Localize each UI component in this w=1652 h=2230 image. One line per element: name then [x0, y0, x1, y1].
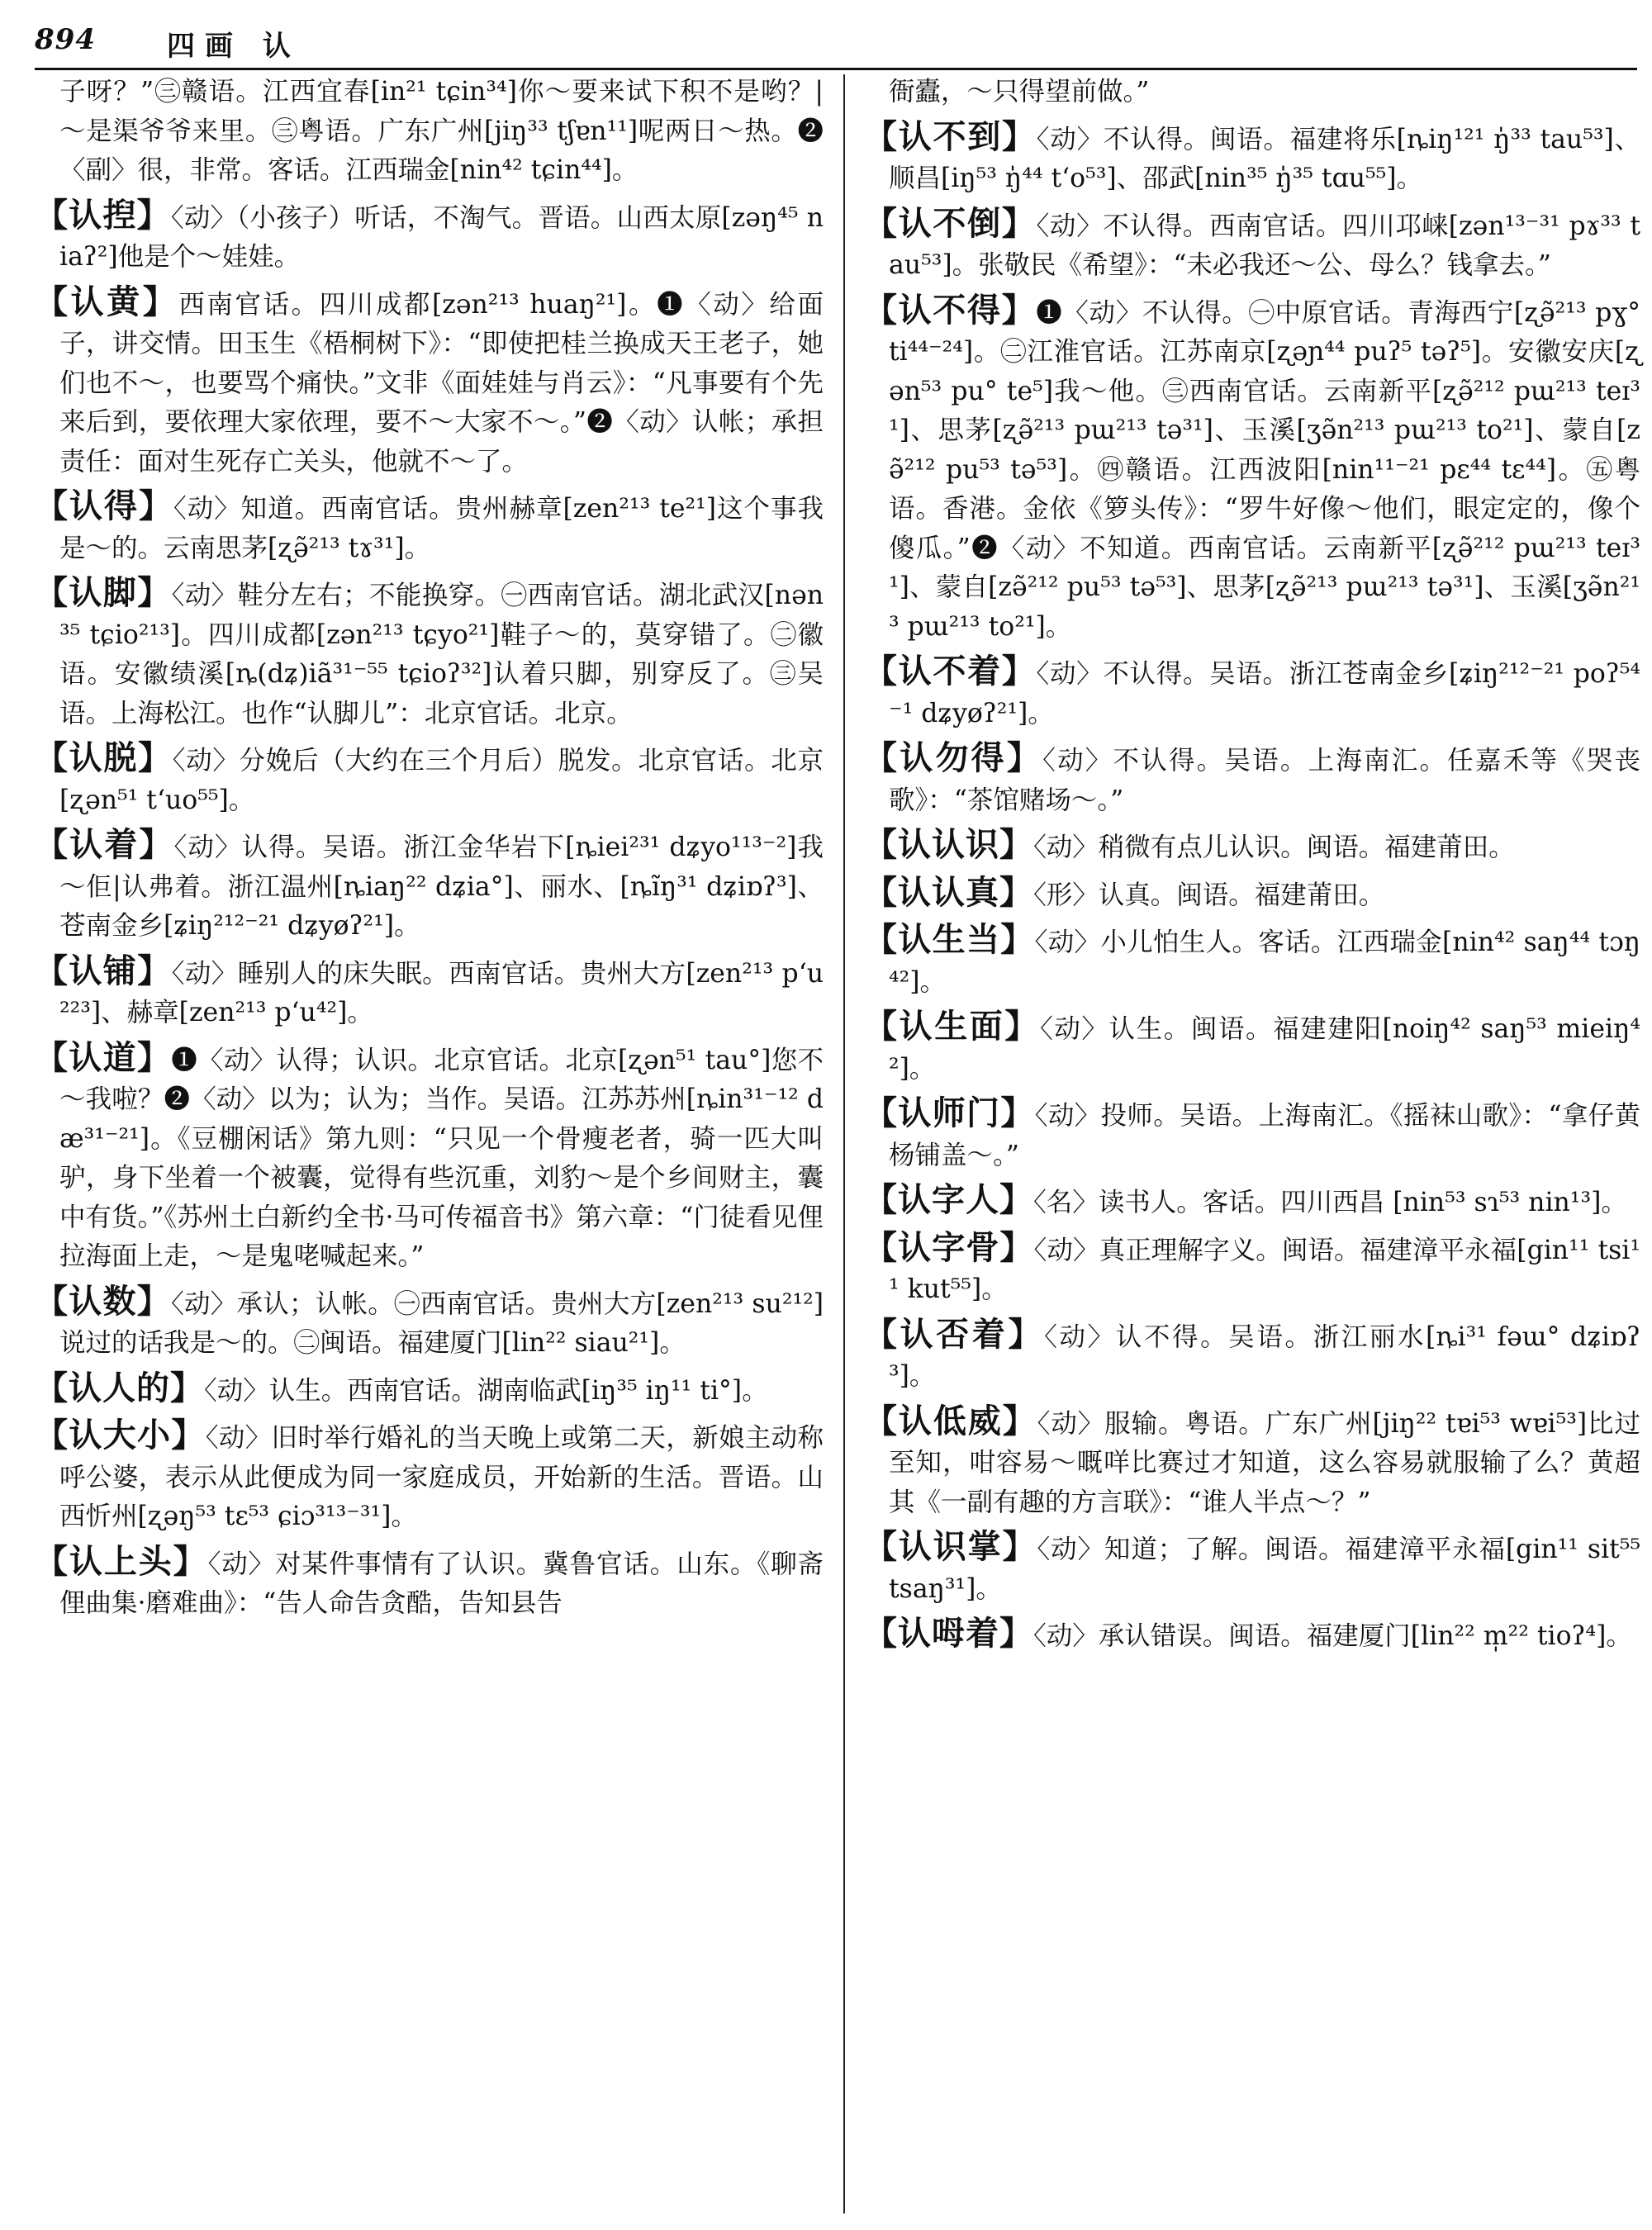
- entry-definition: ❶〈动〉认得；认识。北京官话。北京[ʐən⁵¹ tau°]您不～我啦？❷〈动〉以为；认为；当作。吴语。江苏苏州[ȵin³¹⁻¹² dæ³¹⁻²¹]。《豆棚闲话》第九则：“只见一个骨瘦老者，骑一匹大叫驴，身下坐着一个被囊，觉得有些沉重，刘豹～是个乡间财主，囊中有货。”《苏州土白新约全书·马可传福音书》第六章：“门徒看见俚拉海面上走，～是鬼咾喊起来。”: [59, 1045, 824, 1271]
- entry-headword: 【认生面】: [864, 1008, 1040, 1046]
- entry-definition: 〈动〉认生。西南官话。湖南临武[iŋ³⁵ iŋ¹¹ ti°]。: [204, 1375, 768, 1406]
- dictionary-entry: [35, 739, 824, 820]
- entry-definition: 〈动〉认不得。吴语。浙江丽水[ȵi³¹ fəɯ° dʑiɒʔ³]。: [889, 1321, 1640, 1391]
- entry-headword: 【认黄】: [35, 282, 179, 321]
- dictionary-entry: [35, 1283, 824, 1364]
- entry-headword: 【认低威】: [864, 1402, 1037, 1440]
- entry-definition: 〈动〉（小孩子）听话，不淘气。晋语。山西太原[zəŋ⁴⁵ niaʔ²]他是个～娃娃。: [59, 202, 824, 272]
- entry-definition: 〈动〉稍微有点儿认识。闽语。福建莆田。: [1033, 833, 1515, 862]
- dictionary-entry: [35, 1039, 824, 1277]
- left-column: [35, 73, 824, 1630]
- dictionary-entry: [864, 1181, 1640, 1223]
- entry-headword: 【认数】: [35, 1282, 171, 1321]
- entry-headword: 【认认识】: [864, 826, 1033, 864]
- dictionary-entry: [864, 1615, 1640, 1657]
- entry-definition: 〈动〉睡别人的床失眠。西南官话。贵州大方[zen²¹³ pʻu²²³]、赫章[zen²¹³ pʻu⁴²]。: [59, 958, 824, 1027]
- entry-definition: 〈动〉承认；认帐。㊀西南官话。贵州大方[zen²¹³ su²¹²]说过的话我是～的。㊁闽语。福建厦门[lin²² siau²¹]。: [59, 1288, 824, 1358]
- entry-definition: 〈动〉认生。闽语。福建建阳[noiŋ⁴² saŋ⁵³ mieiŋ⁴²]。: [889, 1014, 1640, 1084]
- entry-headword: 【认呣着】: [864, 1615, 1033, 1653]
- entry-headword: 【认得】: [35, 487, 173, 525]
- page-number: 894: [35, 23, 96, 56]
- entry-headword: 【认不着】: [864, 652, 1037, 690]
- entry-headword: 【认勿得】: [864, 739, 1043, 777]
- dictionary-entry: [864, 1402, 1640, 1523]
- dictionary-entry: [864, 921, 1640, 1002]
- entry-headword: 【认不得】: [864, 291, 1037, 330]
- entry-definition: 〈动〉旧时举行婚礼的当天晚上或第二天，新娘主动称呼公婆，表示从此便成为同一家庭成员，开始新的生活。晋语。山西忻州[ʐəŋ⁵³ tɛ⁵³ ɕiɔ³¹³⁻³¹]。: [59, 1423, 824, 1531]
- dictionary-entry: [864, 205, 1640, 286]
- entry-definition: 〈动〉不认得。吴语。上海南汇。任嘉禾等《哭丧歌》：“茶馆赌场～。”: [889, 746, 1640, 815]
- dictionary-entry: [35, 197, 824, 278]
- dictionary-entry: [864, 1008, 1640, 1089]
- entry-definition: 〈名〉读书人。客话。四川西昌 [nin⁵³ sɿ⁵³ nin¹³]。: [1033, 1188, 1627, 1217]
- column-divider: [843, 74, 845, 2213]
- entry-headword: 【认脱】: [35, 739, 173, 777]
- entry-definition: 〈动〉认得。吴语。浙江金华岩下[ȵiei²³¹ dʑyo¹¹³⁻²]我～佢|认弗着。浙江温州[ȵiaŋ²² dʑia°]、丽水、[ȵĩŋ³¹ dʑiɒʔ³]、苍南金乡[ʑiŋ²¹²⁻²¹ dʑyøʔ²¹]。: [59, 833, 824, 941]
- entry-definition: 〈动〉鞋分左右；不能换穿。㊀西南官话。湖北武汉[nən³⁵ tɕio²¹³]。四川成都[zən²¹³ tɕyo²¹]鞋子～的，莫穿错了。㊁徽语。安徽绩溪[ȵ(dʑ)iã³¹⁻⁵⁵ tɕioʔ³²]认着只脚，别穿反了。㊂吴语。上海松江。也作“认脚儿”：北京官话。北京。: [59, 581, 824, 728]
- dictionary-entry: [35, 826, 824, 947]
- entry-definition: 〈动〉承认错误。闽语。福建厦门[lin²² m̩²² tioʔ⁴]。: [1033, 1621, 1632, 1651]
- entry-definition: 〈动〉对某件事情有了认识。冀鲁官话。山东。《聊斋俚曲集·磨难曲》：“告人命告贪酷，告知县告: [59, 1549, 824, 1618]
- entry-headword: 【认识掌】: [864, 1528, 1037, 1566]
- dictionary-entry: [35, 1543, 824, 1624]
- entry-headword: 【认大小】: [35, 1416, 206, 1454]
- dictionary-entry: [864, 292, 1640, 648]
- entry-headword: 【认人的】: [35, 1369, 204, 1407]
- entry-definition: 〈动〉投师。吴语。上海南汇。《摇袜山歌》：“拿仔黄杨铺盖～。”: [889, 1101, 1640, 1170]
- entry-headword: 【认生当】: [864, 921, 1035, 959]
- entry-headword: 【认揑】: [35, 196, 171, 235]
- entry-headword: 【认道】: [35, 1038, 172, 1077]
- entry-headword: 【认铺】: [35, 951, 172, 990]
- dictionary-entry: [864, 1094, 1640, 1175]
- entry-definition: 〈动〉不认得。闽语。福建将乐[ȵiŋ¹²¹ ŋ̍³³ tau⁵³]、顺昌[iŋ⁵³ ŋ̍⁴⁴ tʻo⁵³]、邵武[nin³⁵ ŋ̍³⁵ tɑu⁵⁵]。: [889, 124, 1640, 193]
- continuation-text: 衙蠹，～只得望前做。”: [889, 77, 1150, 107]
- entry-definition: 〈动〉分娩后（大约在三个月后）脱发。北京官话。北京[ʐən⁵¹ tʻuo⁵⁵]。: [59, 746, 824, 815]
- dictionary-entry: [864, 826, 1640, 868]
- dictionary-entry: [864, 1528, 1640, 1609]
- entry-headword: 【认认真】: [864, 873, 1033, 912]
- entry-headword: 【认否着】: [864, 1315, 1045, 1354]
- entry-headword: 【认字骨】: [864, 1228, 1034, 1267]
- dictionary-entry: [864, 874, 1640, 916]
- entry-definition: 〈动〉小儿怕生人。客话。江西瑞金[nin⁴² saŋ⁴⁴ tɔŋ⁴²]。: [889, 928, 1640, 997]
- entry-headword: 【认着】: [35, 826, 174, 864]
- entry-headword: 【认不倒】: [864, 204, 1037, 243]
- right-column: [864, 73, 1640, 1663]
- entry-headword: 【认脚】: [35, 574, 172, 612]
- entry-definition: 〈动〉知道。西南官话。贵州赫章[zen²¹³ te²¹]这个事我是～的。云南思茅[ʐə̃²¹³ tɤ³¹]。: [59, 494, 824, 563]
- entry-headword: 【认师门】: [864, 1094, 1035, 1132]
- entry-headword: 【认不到】: [864, 117, 1037, 156]
- dictionary-entry: [864, 1316, 1640, 1397]
- entry-definition: 〈动〉知道；了解。闽语。福建漳平永福[gin¹¹ sit⁵⁵ tsaŋ³¹]。: [889, 1535, 1640, 1604]
- entry-headword: 【认上头】: [35, 1542, 208, 1581]
- entry-definition: 西南官话。四川成都[zən²¹³ huaŋ²¹]。❶〈动〉给面子，讲交情。田玉生《梧桐树下》：“即使把桂兰换成天王老子，她们也不～，也要骂个痛快。”文非《面娃娃与肖云》：“凡事要有个先来后到，要依理大家依理，要不～大家不～。”❷〈动〉认帐；承担责任：面对生死存亡关头，他就不～了。: [59, 289, 824, 477]
- page-header: [35, 18, 1637, 70]
- entry-definition: 〈动〉服输。粤语。广东广州[jiŋ²² tɐi⁵³ wɐi⁵³]比过至知，咁容易～嘅咩比赛过才知道，这么容易就服输了么？黄超其《一副有趣的方言联》：“谁人半点～？”: [889, 1408, 1640, 1517]
- entry-headword: 【认字人】: [864, 1181, 1033, 1219]
- dictionary-entry: [35, 952, 824, 1033]
- dictionary-entry: [864, 652, 1640, 733]
- dictionary-entry: [35, 283, 824, 482]
- dictionary-entry: [864, 118, 1640, 199]
- dictionary-entry: [35, 574, 824, 733]
- dictionary-entry: [864, 1229, 1640, 1310]
- continuation-text: 子呀？”㊂赣语。江西宜春[in²¹ tɕin³⁴]你～要来试下积不是哟？| ～是渠爷爷来里。㊂粤语。广东广州[jiŋ³³ tʃɐn¹¹]呢两日～热。❷〈副〉很，非常。客话。江西瑞金[nin⁴² tɕin⁴⁴]。: [59, 77, 824, 185]
- entry-definition: ❶〈动〉不认得。㊀中原官话。青海西宁[ʐə̃²¹³ pɣ° ti⁴⁴⁻²⁴]。㊁江淮官话。江苏南京[ʐəɲ⁴⁴ puʔ⁵ təʔ⁵]。安徽安庆[ʐən⁵³ pu° te⁵]我～他。㊂西南官话。云南新平[ʐə̃²¹² pɯ²¹³ teɪ³¹]、思茅[ʐə̃²¹³ pɯ²¹³ tə³¹]、玉溪[ʒə̃n²¹³ pɯ²¹³ to²¹]、蒙自[zə̃²¹² pu⁵³ tə⁵³]。㊃赣语。江西波阳[nin¹¹⁻²¹ pɛ⁴⁴ tɛ⁴⁴]。㊄粤语。香港。金依《箩头传》：“罗牛好像～他们，眼定定的，像个傻瓜。”❷〈动〉不知道。西南官话。云南新平[ʐə̃²¹² pɯ²¹³ teɪ³¹]、蒙自[zə̃²¹² pu⁵³ tə⁵³]、思茅[ʐə̃²¹³ pɯ²¹³ tə³¹]、玉溪[ʒə̃n²¹³ pɯ²¹³ to²¹]。: [889, 297, 1640, 642]
- entry-definition: 〈形〉认真。闽语。福建莆田。: [1033, 880, 1385, 910]
- running-head: 四画 认: [167, 30, 301, 63]
- dictionary-entry: [864, 739, 1640, 820]
- entry-definition: 〈动〉真正理解字义。闽语。福建漳平永福[gin¹¹ tsi¹¹ kut⁵⁵]。: [889, 1235, 1640, 1304]
- dictionary-entry: [35, 1416, 824, 1537]
- entry-definition: 〈动〉不认得。吴语。浙江苍南金乡[ʑiŋ²¹²⁻²¹ poʔ⁵⁴⁻¹ dʑyøʔ²¹]。: [889, 659, 1640, 728]
- dictionary-entry: [35, 1369, 824, 1412]
- dictionary-entry: [35, 487, 824, 568]
- entry-definition: 〈动〉不认得。西南官话。四川邛崃[zən¹³⁻³¹ pɤ³³ tau⁵³]。张敬民《希望》：“未必我还～公、母么？钱拿去。”: [889, 211, 1641, 280]
